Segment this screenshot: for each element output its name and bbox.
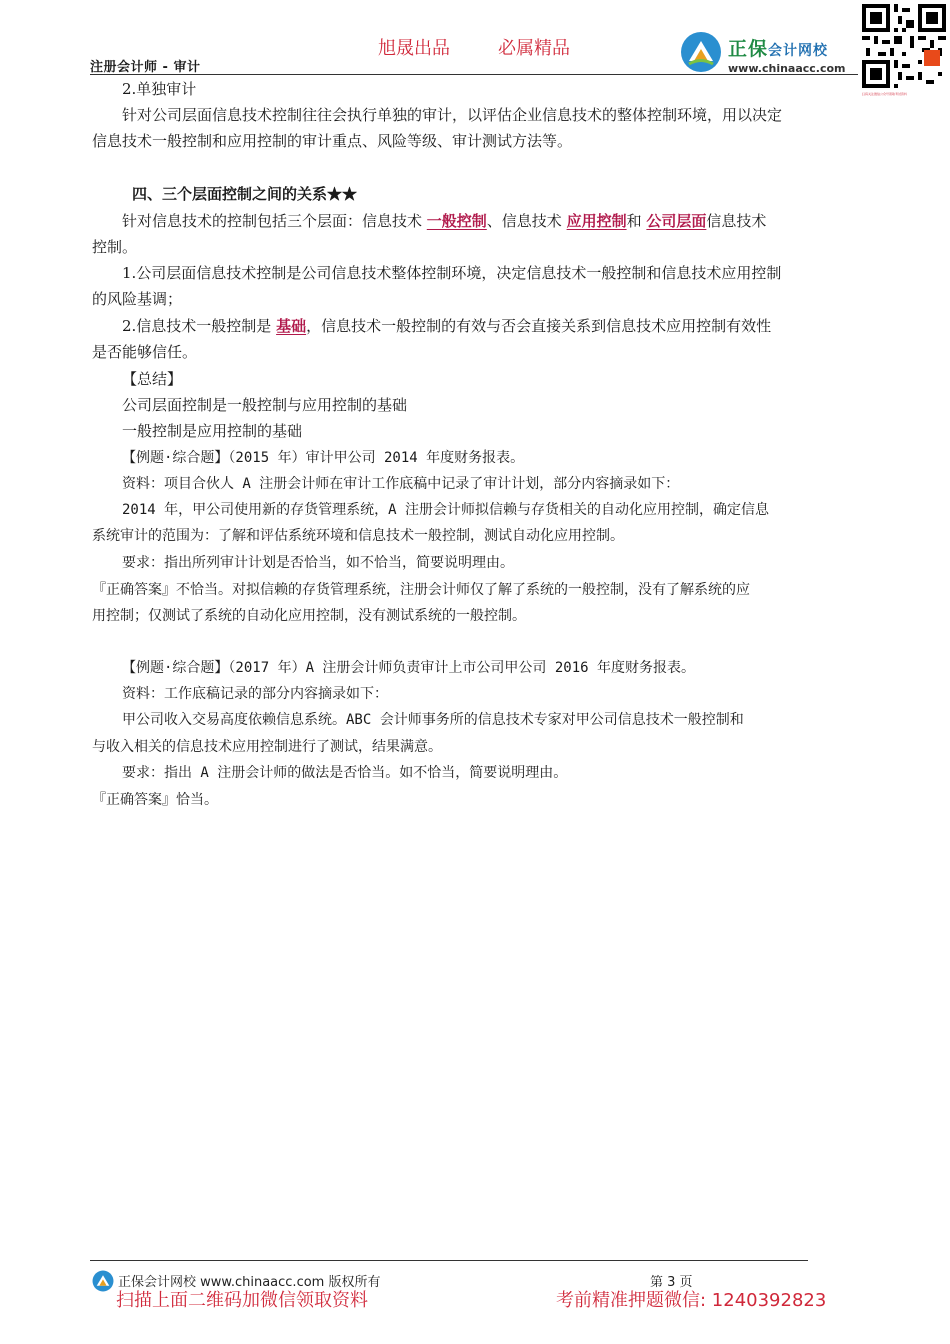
text-span: ，信息技术一般控制的有效与否会直接关系到信息技术应用控制有效性 xyxy=(306,317,772,335)
text-span: 针对信息技术的控制包括三个层面：信息技术 xyxy=(122,212,427,230)
summary-line: 公司层面控制是一般控制与应用控制的基础 xyxy=(122,396,408,414)
course-title: 注册会计师 - 审计 xyxy=(90,60,201,75)
section-title: 2.单独审计 xyxy=(122,80,197,98)
text-span: 信息技术 xyxy=(706,212,767,230)
header-slogan-left: 旭晟出品 xyxy=(378,38,450,59)
example-material: 资料：工作底稿记录的部分内容摘录如下： xyxy=(122,686,388,702)
paragraph-line: 控制。 xyxy=(92,238,138,256)
chinaacc-logo-icon xyxy=(680,31,722,73)
qr-caption: 扫码关注微信公众号领取考试资料 xyxy=(862,92,908,96)
footer-divider xyxy=(90,1260,808,1261)
summary-label: 【总结】 xyxy=(122,370,183,388)
example-title: 【例题·综合题】（2015 年）审计甲公司 2014 年度财务报表。 xyxy=(122,450,525,466)
brand-sub: 会计网校 xyxy=(768,43,829,59)
list-item-cont: 是否能够信任。 xyxy=(92,343,198,361)
example-requirement: 要求：指出所列审计计划是否恰当，如不恰当，简要说明理由。 xyxy=(122,555,514,571)
example-answer: 『正确答案』不恰当。对拟信赖的存货管理系统，注册会计师仅了解了系统的一般控制，没有了解系统的应 xyxy=(92,582,750,598)
qr-code-icon xyxy=(862,4,946,88)
list-item-cont: 的风险基调； xyxy=(92,290,183,308)
summary-line: 一般控制是应用控制的基础 xyxy=(122,422,303,440)
example-text: 与收入相关的信息技术应用控制进行了测试，结果满意。 xyxy=(92,739,442,755)
list-item xyxy=(122,316,771,336)
brand-name: 正保 xyxy=(728,38,769,60)
example-answer: 用控制；仅测试了系统的自动化应用控制，没有测试系统的一般控制。 xyxy=(92,608,526,624)
example-material: 资料：项目合伙人 A 注册会计师在审计工作底稿中记录了审计计划，部分内容摘录如下： xyxy=(122,476,680,492)
text-span: 和 xyxy=(626,212,647,230)
example-requirement: 要求：指出 A 注册会计师的做法是否恰当。如不恰当，简要说明理由。 xyxy=(122,765,568,781)
list-item: 1.公司层面信息技术控制是公司信息技术整体控制环境，决定信息技术一般控制和信息技术应用控制 xyxy=(122,264,782,282)
paragraph-line xyxy=(122,211,766,231)
footer-promo-right: 考前精准押题微信: 1240392823 xyxy=(556,1290,827,1311)
footer-promo-left: 扫描上面二维码加微信领取资料 xyxy=(116,1290,368,1311)
example-answer: 『正确答案』恰当。 xyxy=(92,792,218,808)
text-span: 、信息技术 xyxy=(486,212,567,230)
section-heading: 四、三个层面控制之间的关系★★ xyxy=(132,185,358,203)
paragraph-line: 信息技术一般控制和应用控制的审计重点、风险等级、审计测试方法等。 xyxy=(92,132,573,150)
keyword-general-control: 一般控制 xyxy=(426,212,487,230)
keyword-application-control: 应用控制 xyxy=(566,212,627,230)
footer-copyright: 正保会计网校 www.chinaacc.com 版权所有 xyxy=(118,1275,381,1290)
brand-logo xyxy=(728,34,846,75)
example-title: 【例题·综合题】（2017 年）A 注册会计师负责审计上市公司甲公司 2016 年度财务报表。 xyxy=(122,660,695,676)
paragraph-line: 针对公司层面信息技术控制往往会执行单独的审计，以评估企业信息技术的整体控制环境，用以决定 xyxy=(122,106,783,124)
example-text: 系统审计的范围为：了解和评估系统环境和信息技术一般控制，测试自动化应用控制。 xyxy=(92,528,624,544)
text-span: 2.信息技术一般控制是 xyxy=(122,317,277,335)
page-number: 第 3 页 xyxy=(650,1275,693,1290)
keyword-basis: 基础 xyxy=(276,317,307,335)
header-slogan-right: 必属精品 xyxy=(498,38,570,59)
example-text: 2014 年，甲公司使用新的存货管理系统，A 注册会计师拟信赖与存货相关的自动化应用控制，确定信息 xyxy=(122,502,769,518)
keyword-company-level: 公司层面 xyxy=(646,212,707,230)
footer-logo-icon xyxy=(92,1270,114,1292)
brand-url: www.chinaacc.com xyxy=(728,62,846,75)
example-text: 甲公司收入交易高度依赖信息系统。ABC 会计师事务所的信息技术专家对甲公司信息技术一般控制和 xyxy=(122,712,744,728)
